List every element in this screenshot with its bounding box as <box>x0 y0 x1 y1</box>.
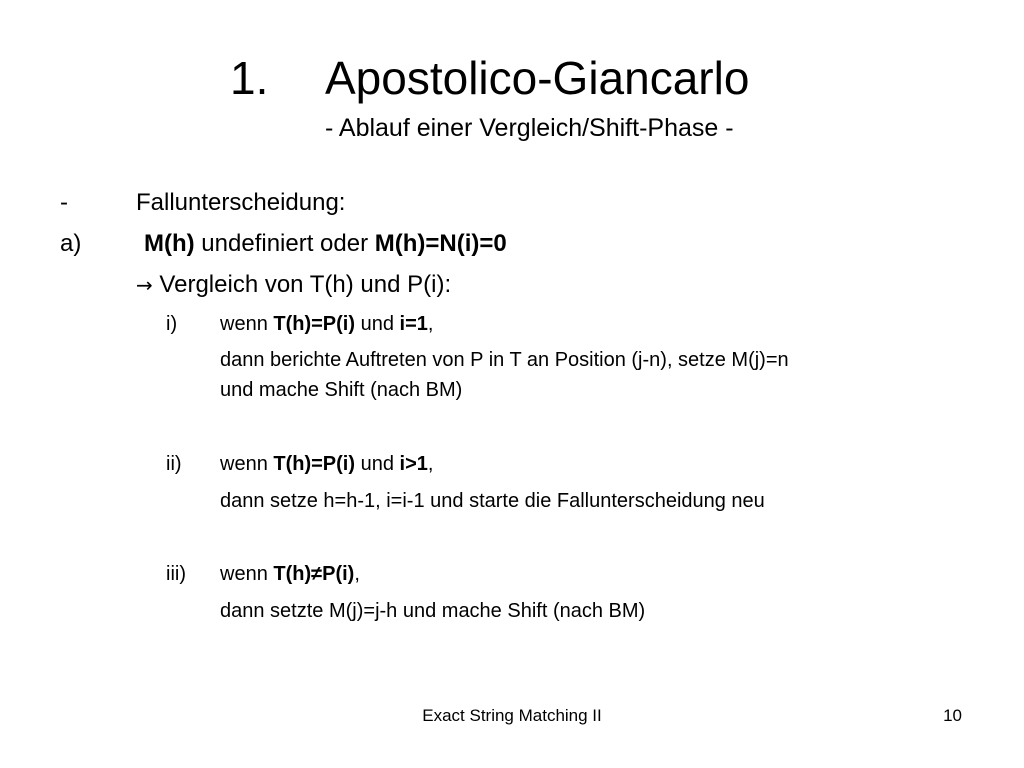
case-i-und: und <box>355 313 400 335</box>
case-ii-cond2: i>1 <box>399 453 428 475</box>
bullet-fallunterscheidung: Fallunterscheidung: <box>136 189 346 216</box>
case-i-condition <box>220 311 433 337</box>
case-i-then-line2: und mache Shift (nach BM) <box>220 379 463 401</box>
case-ii-then-line1: dann setze h=h-1, i=i-1 und starte die Fallunterscheidung neu <box>220 490 765 512</box>
page-number: 10 <box>943 706 962 725</box>
case-i-wenn: wenn <box>220 313 274 335</box>
footer-text: Exact String Matching II <box>422 706 602 725</box>
right-arrow-icon: → <box>136 273 153 297</box>
slide-title: Apostolico-Giancarlo <box>325 52 750 104</box>
case-a-marker: a) <box>60 230 82 257</box>
case-i-comma: , <box>427 313 434 335</box>
case-iii-comma: , <box>354 563 360 585</box>
arrow-line <box>136 270 451 300</box>
case-iii-then-line1: dann setzte M(j)=j-h und mache Shift (nach BM) <box>220 600 646 622</box>
case-ii-comma: , <box>427 453 434 475</box>
case-i-then-line1: dann berichte Auftreten von P in T an Position (j-n), setze M(j)=n <box>220 349 789 371</box>
case-ii-und: und <box>355 453 400 475</box>
case-iii-cond1: T(h)≠P(i) <box>273 563 355 585</box>
case-iii-marker: iii) <box>166 563 186 585</box>
case-ii-condition <box>220 451 433 477</box>
case-ii-marker: ii) <box>166 453 182 475</box>
case-iii-condition <box>220 561 360 587</box>
bullet-marker-dash: - <box>60 189 68 216</box>
case-a-bold-condition: M(h)=N(i)=0 <box>374 230 507 257</box>
slide-subtitle: - Ablauf einer Vergleich/Shift-Phase - <box>325 114 734 142</box>
case-a-middle-text: undefiniert oder <box>194 230 375 257</box>
case-ii-wenn: wenn <box>220 453 274 475</box>
case-a-bold-mh: M(h) <box>144 230 195 257</box>
case-iii-wenn: wenn <box>220 563 274 585</box>
case-ii-cond1: T(h)=P(i) <box>273 453 356 475</box>
case-i-cond1: T(h)=P(i) <box>273 313 356 335</box>
case-i-cond2: i=1 <box>399 313 428 335</box>
title-number: 1. <box>230 52 269 104</box>
case-i-marker: i) <box>166 313 178 335</box>
arrow-line-text: Vergleich von T(h) und P(i): <box>152 271 452 298</box>
case-a-text <box>144 229 507 259</box>
